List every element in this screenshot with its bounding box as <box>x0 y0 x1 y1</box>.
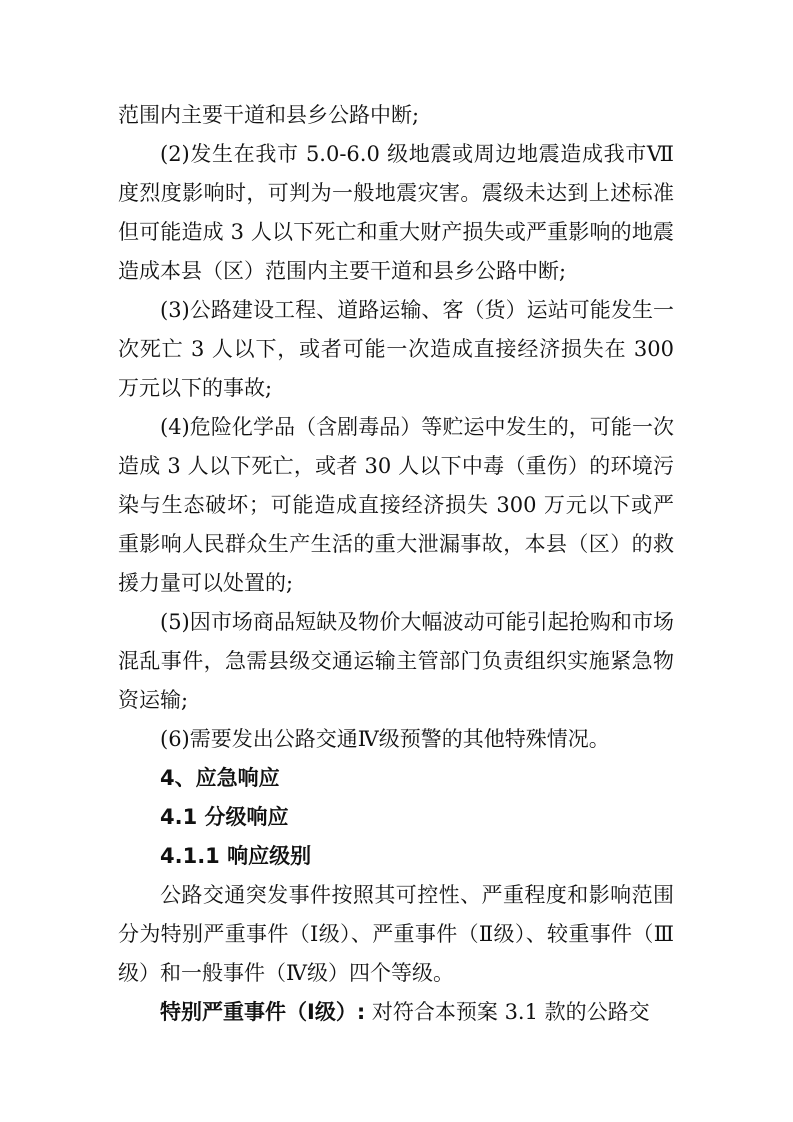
level-1-lead: 特别严重事件（Ⅰ级）: <box>160 1000 366 1024</box>
document-body <box>118 96 674 1032</box>
paragraph-item-4: (4)危险化学品（含剧毒品）等贮运中发生的，可能一次造成 3 人以下死亡，或者 30 人以下中毒（重伤）的环境污染与生态破坏；可能造成直接经济损失 300 万元以下或严重影响人民群众生产生活的重大泄漏事故，本县（区）的救援力量可以处置的; <box>118 415 674 595</box>
section-heading-4-1: 4.1 分级响应 <box>160 805 289 829</box>
section-heading-4-1-1: 4.1.1 响应级别 <box>160 844 312 868</box>
paragraph-response-levels: 公路交通突发事件按照其可控性、严重程度和影响范围分为特别严重事件（Ⅰ级）、严重事件（Ⅱ级）、较重事件（Ⅲ级）和一般事件（Ⅳ级）四个等级。 <box>118 883 674 985</box>
paragraph-item-2: (2)发生在我市 5.0-6.0 级地震或周边地震造成我市Ⅶ度烈度影响时，可判为一般地震灾害。震级未达到上述标准但可能造成 3 人以下死亡和重大财产损失或严重影响的地震造成本县（区）范围内主要干道和县乡公路中断; <box>118 142 674 283</box>
paragraph-item-3: (3)公路建设工程、道路运输、客（货）运站可能发生一次死亡 3 人以下，或者可能一次造成直接经济损失在 300 万元以下的事故; <box>118 298 674 400</box>
section-heading-4: 4、应急响应 <box>160 766 280 790</box>
level-1-text: 对符合本预案 3.1 款的公路交 <box>365 1000 650 1024</box>
paragraph-item-5: (5)因市场商品短缺及物价大幅波动可能引起抢购和市场混乱事件，急需县级交通运输主管部门负责组织实施紧急物资运输; <box>118 610 674 712</box>
paragraph-continuation: 范围内主要干道和县乡公路中断; <box>118 103 420 127</box>
paragraph-level-1 <box>118 993 674 1032</box>
paragraph-item-6: (6)需要发出公路交通Ⅳ级预警的其他特殊情况。 <box>160 727 610 751</box>
